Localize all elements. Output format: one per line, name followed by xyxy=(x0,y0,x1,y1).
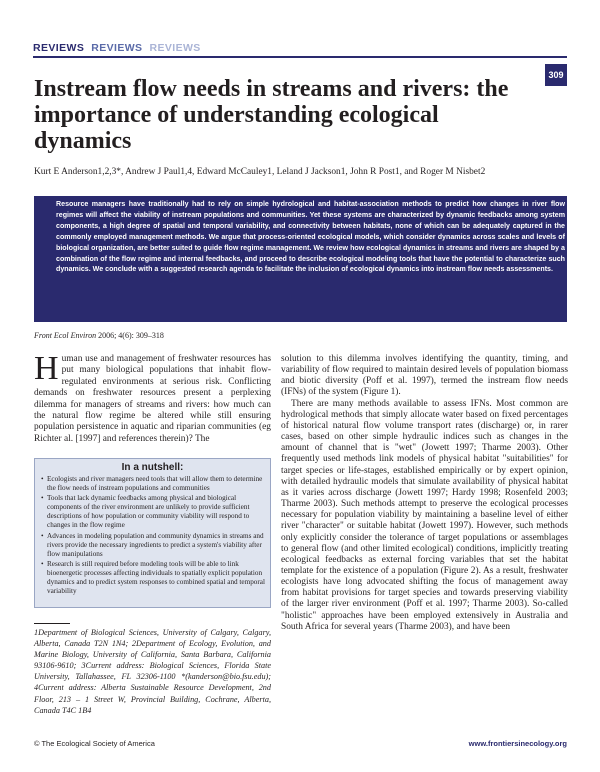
footer-copyright: © The Ecological Society of America xyxy=(34,739,155,748)
journal-citation xyxy=(34,331,164,340)
section-label-2: REVIEWS xyxy=(91,42,143,54)
nutshell-item: • Research is still required before modeling tools will be able to link bioenergetic processes affecting individuals to spatially explicit population dynamics and to predict system responses to combined spatial and temporal variability xyxy=(41,560,267,596)
section-header xyxy=(33,42,208,54)
body-column-right xyxy=(281,354,568,633)
body-paragraph: solution to this dilemma involves identifying the quantity, timing, and variability of flow required to maintain desired levels of population biomass and biotic diversity (Poff et al. 1997), termed the instream flow needs (IFNs) of the system (Figure 1). xyxy=(281,354,568,398)
author-list: Kurt E Anderson1,2,3*, Andrew J Paul1,4, Edward McCauley1, Leland J Jackson1, John R Post1, and Roger M Nisbet2 xyxy=(34,167,486,177)
drop-cap: H xyxy=(34,350,59,387)
footer-url[interactable]: www.frontiersinecology.org xyxy=(468,739,567,748)
page-number: 309 xyxy=(545,64,567,86)
citation-journal: Front Ecol Environ xyxy=(34,331,97,340)
intro-paragraph xyxy=(34,350,271,445)
nutshell-title: In a nutshell: xyxy=(121,462,184,473)
intro-text: uman use and management of freshwater resources has put many biological populations that inhabit flow-regulated environments at serious risk. Conflicting demands on freshwater resources present a perplexing dilemma for managers of streams and rivers: how much can the natural flow regime be altered while still ensuring population persistence in aquatic and riparian communities (eg Richter al. [1997] and references therein)? The xyxy=(34,354,271,444)
affiliation-footnotes: 1Department of Biological Sciences, University of Calgary, Calgary, Alberta, Canada T2N 1N4; 2Department of Ecology, Evolution, and Marine Biology, University of California, Santa Barbara, California 93106-9610; 3Current address: Biological Sciences, Florida State University, Tallahassee, FL 32306-1100 *(kanderson@bio.fsu.edu); 4Current address: Alberta Sustainable Resource Development, 2nd Floor, 213 – 1 Street W, Provincial Building, Cochrane, Alberta, Canada T4C 1B4 xyxy=(34,628,271,715)
nutshell-list xyxy=(41,475,267,597)
abstract-text: Resource managers have traditionally had to rely on simple hydrological and habitat-association methods to predict how changes in river flow regimes will affect the viability of instream populations and communities. Yet these systems are characterized by dynamic feedbacks among system components, a high degree of spatial and temporal variability, and connectivity between habitats, none of which can be adequately captured in the commonly employed management methods. We argue that process-oriented ecological models, which consider dynamics across scales and levels of biological organization, are better suited to guide flow regime management. We review how ecological dynamics in streams and rivers are shaped by a combination of the flow regime and internal feedbacks, and proceed to describe ecological modeling tools that have the potential to characterize such dynamics. We conclude with a suggested research agenda to facilitate the inclusion of ecological dynamics into instream flow needs assessments. xyxy=(56,200,565,274)
nutshell-item: • Advances in modeling population and community dynamics in streams and rivers provide the necessary ingredients to predict a system's viability after flow manipulations xyxy=(41,532,267,559)
header-rule xyxy=(33,56,567,58)
section-label-3: REVIEWS xyxy=(149,42,201,54)
article-title: Instream flow needs in streams and rivers: the importance of understanding ecological dynamics xyxy=(34,76,509,154)
nutshell-item: • Ecologists and river managers need tools that will allow them to determine the flow needs of instream populations and communities xyxy=(41,475,267,493)
citation-details: 2006; 4(6): 309–318 xyxy=(96,331,164,340)
nutshell-item: • Tools that lack dynamic feedbacks among physical and biological components of the river environment are unlikely to provide sufficient descriptions of how population or community viability will respond to changes in the flow regime xyxy=(41,494,267,530)
footnote-rule xyxy=(34,623,70,624)
body-paragraph: There are many methods available to assess IFNs. Most common are hydrological methods that simply allocate water based on fixed percentages of historical natural flow volume transport rates (discharge) or, in rarer cases, based on other simple hydraulic indices such as changes in the amount of channel that is "wet" (Jowett 1997; Tharme 2003). Other frequently used methods link models of physical habitat "suitabilities" for target species or life-stages, established empirically or by expert opinion, with detailed hydraulic models that simulate availability of physical habitat as it varies across discharge (Jowett 1997; Hardy 1998; Rosenfeld 2003; Tharme 2003). Such methods attempt to preserve the ecological processes necessary for population viability by maintaining a baseline level of either river "character" or suitable habitat (Jowett 1997). However, such methods only explicitly consider the tolerance of target populations or assemblages to general flow (and other limited ecological) conditions, implicitly treating ecological feedbacks as external forcing variables that set the habitat template for the existence of a population (Figure 2). As a result, freshwater ecologists have long advocated shifting the focus of management away from habitat provisions for target species and towards preserving viability of the larger river environment (Poff et al. 1997; Tharme 2003). So-called "holistic" approaches have been employed extensively in Australia and South Africa for several years (Tharme 2003), and have been xyxy=(281,398,568,632)
section-label-1: REVIEWS xyxy=(33,42,85,54)
